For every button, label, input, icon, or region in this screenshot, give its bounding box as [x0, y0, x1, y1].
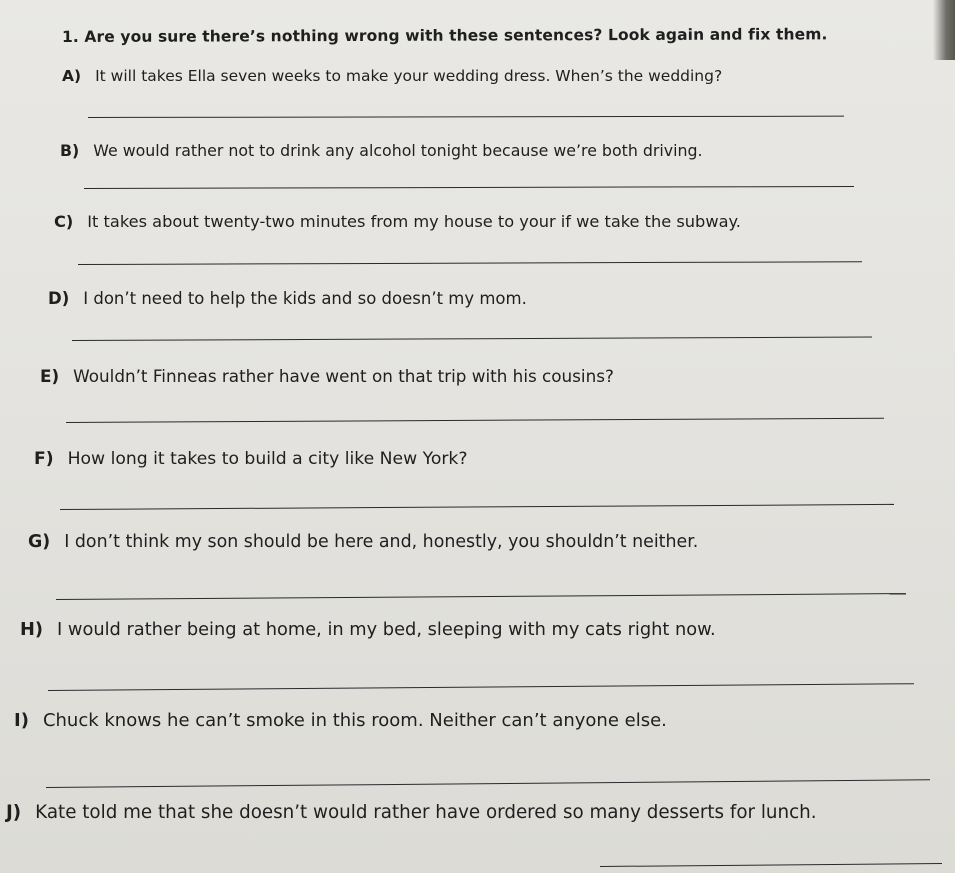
sentence-g-text: I don’t think my son should be here and, honestly, you shouldn’t neither.: [64, 532, 699, 552]
item-letter-c: C): [54, 212, 74, 231]
answer-line-e[interactable]: [66, 418, 884, 423]
item-letter-g: G): [28, 532, 51, 552]
item-letter-f: F): [34, 449, 54, 469]
sentence-d-text: I don’t need to help the kids and so doesn’t my mom.: [83, 289, 527, 308]
sentence-e: [40, 366, 614, 386]
sentence-a-text: It will takes Ella seven weeks to make your wedding dress. When’s the wedding?: [95, 67, 723, 85]
sentence-d: [48, 289, 527, 308]
item-letter-a: A): [62, 67, 82, 85]
sentence-b: [60, 141, 703, 160]
sentence-c: [54, 212, 741, 231]
sentence-e-text: Wouldn’t Finneas rather have went on that trip with his cousins?: [73, 366, 614, 386]
item-letter-d: D): [48, 289, 70, 308]
item-letter-i: I): [14, 710, 29, 731]
item-letter-j: J): [6, 802, 22, 823]
sentence-a: [62, 67, 722, 85]
answer-line-d[interactable]: [72, 337, 872, 341]
sentence-f-text: How long it takes to build a city like New York?: [67, 449, 468, 469]
page-edge-shadow: [933, 0, 955, 60]
answer-line-j[interactable]: [600, 863, 942, 867]
sentence-h-text: I would rather being at home, in my bed, sleeping with my cats right now.: [57, 619, 716, 640]
sentence-b-text: We would rather not to drink any alcohol tonight because we’re both driving.: [93, 141, 703, 160]
answer-line-f[interactable]: [60, 504, 894, 510]
item-letter-e: E): [40, 366, 60, 386]
sentence-g: [28, 532, 698, 552]
answer-line-h[interactable]: [48, 683, 914, 691]
answer-line-a[interactable]: [88, 116, 844, 118]
answer-line-c[interactable]: [78, 261, 862, 265]
sentence-h: [20, 619, 716, 640]
answer-line-b[interactable]: [84, 186, 854, 189]
answer-line-i[interactable]: [46, 779, 930, 788]
sentence-i: [14, 710, 667, 731]
sentence-j: [6, 802, 817, 823]
sentence-i-text: Chuck knows he can’t smoke in this room. Neither can’t anyone else.: [42, 710, 667, 731]
answer-line-g[interactable]: [56, 593, 906, 600]
sentence-c-text: It takes about twenty-two minutes from my house to your if we take the subway.: [87, 212, 741, 231]
item-letter-h: H): [20, 619, 44, 640]
sentence-j-text: Kate told me that she doesn’t would rather have ordered so many desserts for lunch.: [35, 802, 817, 823]
sentence-f: [34, 449, 468, 469]
item-letter-b: B): [60, 141, 80, 160]
exercise-title: 1. Are you sure there’s nothing wrong with these sentences? Look again and fix them.: [62, 25, 828, 46]
